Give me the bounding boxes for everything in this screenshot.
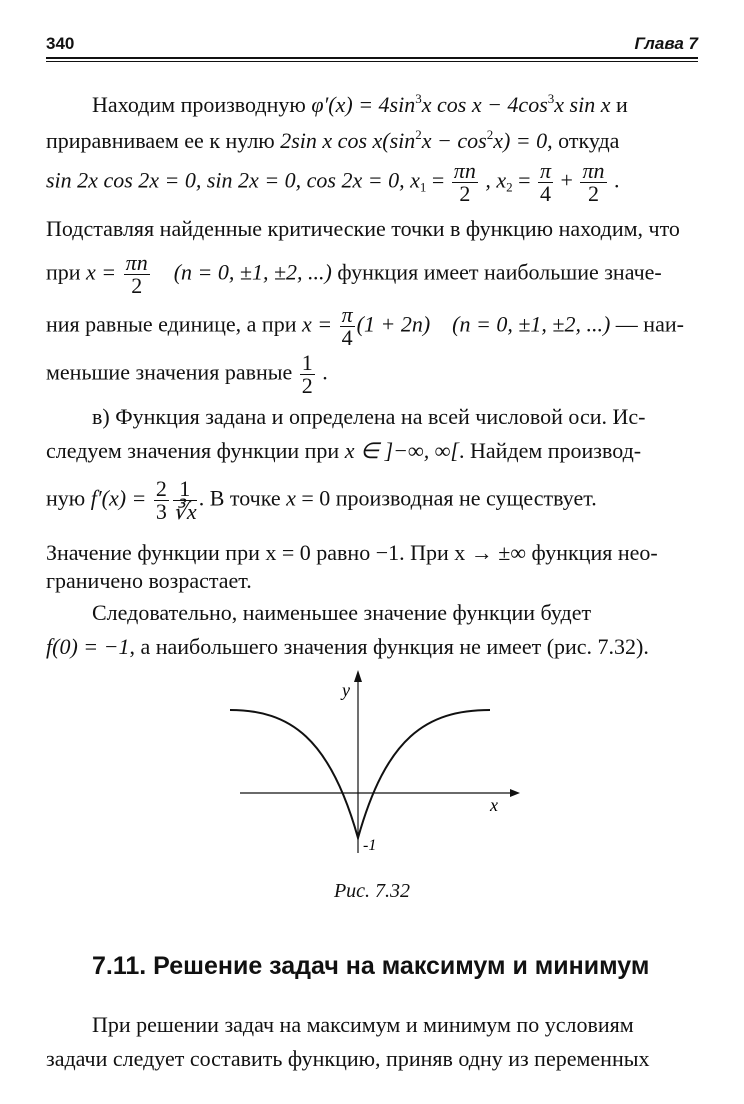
paragraph-line: в) Функция задана и определена на всей числовой оси. Ис- <box>92 404 646 429</box>
paragraph-line: f(0) = −1, а наибольшего значения функция не имеет (рис. 7.32). <box>46 634 649 659</box>
paragraph-line: Следовательно, наименьшее значение функции будет <box>92 600 592 625</box>
page-number: 340 <box>46 34 75 53</box>
formula-line: при x = $\frac{\pi n}{2}$ (n = 0, ±1, ±2, ...) функция имеет наибольшие значе- <box>46 250 662 298</box>
figure-caption: Рис. 7.32 <box>333 880 411 902</box>
paragraph-line: Значение функции при x = 0 равно −1. При x → ±∞ функция нео- <box>46 540 658 565</box>
paragraph-line: граничено возрастает. <box>46 568 252 593</box>
formula-line: sin 2x cos 2x = 0, sin 2x = 0, cos 2x = 0, $x_1$ = $\frac{\pi n}{2}$ , $x_2$ = $\frac{\pi}{4}$ + $\frac{\pi n}{2}$ . <box>46 158 620 206</box>
header-rule <box>46 57 698 59</box>
paragraph-line: следуем значения функции при x ∈ ]−∞, ∞[. Найдем производ- <box>46 438 642 463</box>
paragraph-line: приравниваем ее к нулю 2sin x $\cos x(\sin^2x - \cos^2x) = 0$, откуда <box>46 127 620 153</box>
section-heading: 7.11. Решение задач на максимум и минимум <box>92 952 650 980</box>
x-axis-label: x <box>490 795 498 815</box>
formula-line: меньшие значения равные $\frac{1}{2}$ . <box>46 350 328 398</box>
y-axis-arrow <box>354 670 362 682</box>
function-curve <box>230 710 490 838</box>
paragraph-line: Подставляя найденные критические точки в функцию находим, что <box>46 216 680 241</box>
paragraph-line: задачи следует составить функцию, приняв одну из переменных <box>46 1046 650 1071</box>
y-axis-label: y <box>342 680 350 700</box>
paragraph-line: При решении задач на максимум и минимум по условиям <box>92 1012 634 1037</box>
minimum-label: -1 <box>363 837 377 854</box>
formula-line: ния равные единице, а при x = $\frac{\pi}{4}$ (1 + 2n) (n = 0, ±1, ±2, ...) — наи- <box>46 302 684 350</box>
paragraph-line: Находим производную $\varphi'(x) = 4\sin^3x$ $\cos x - 4\cos^3x$ sin x и <box>92 91 628 117</box>
x-axis-arrow <box>510 789 520 797</box>
chapter-title: Глава 7 <box>634 34 698 53</box>
formula-line: ную f′(x) = $\frac{2}{3}$ $\frac{1}{∛x}$ . В точке x = 0 производная не существует. <box>46 476 597 524</box>
function-graph <box>220 668 520 868</box>
header-rule-thin <box>46 61 698 62</box>
